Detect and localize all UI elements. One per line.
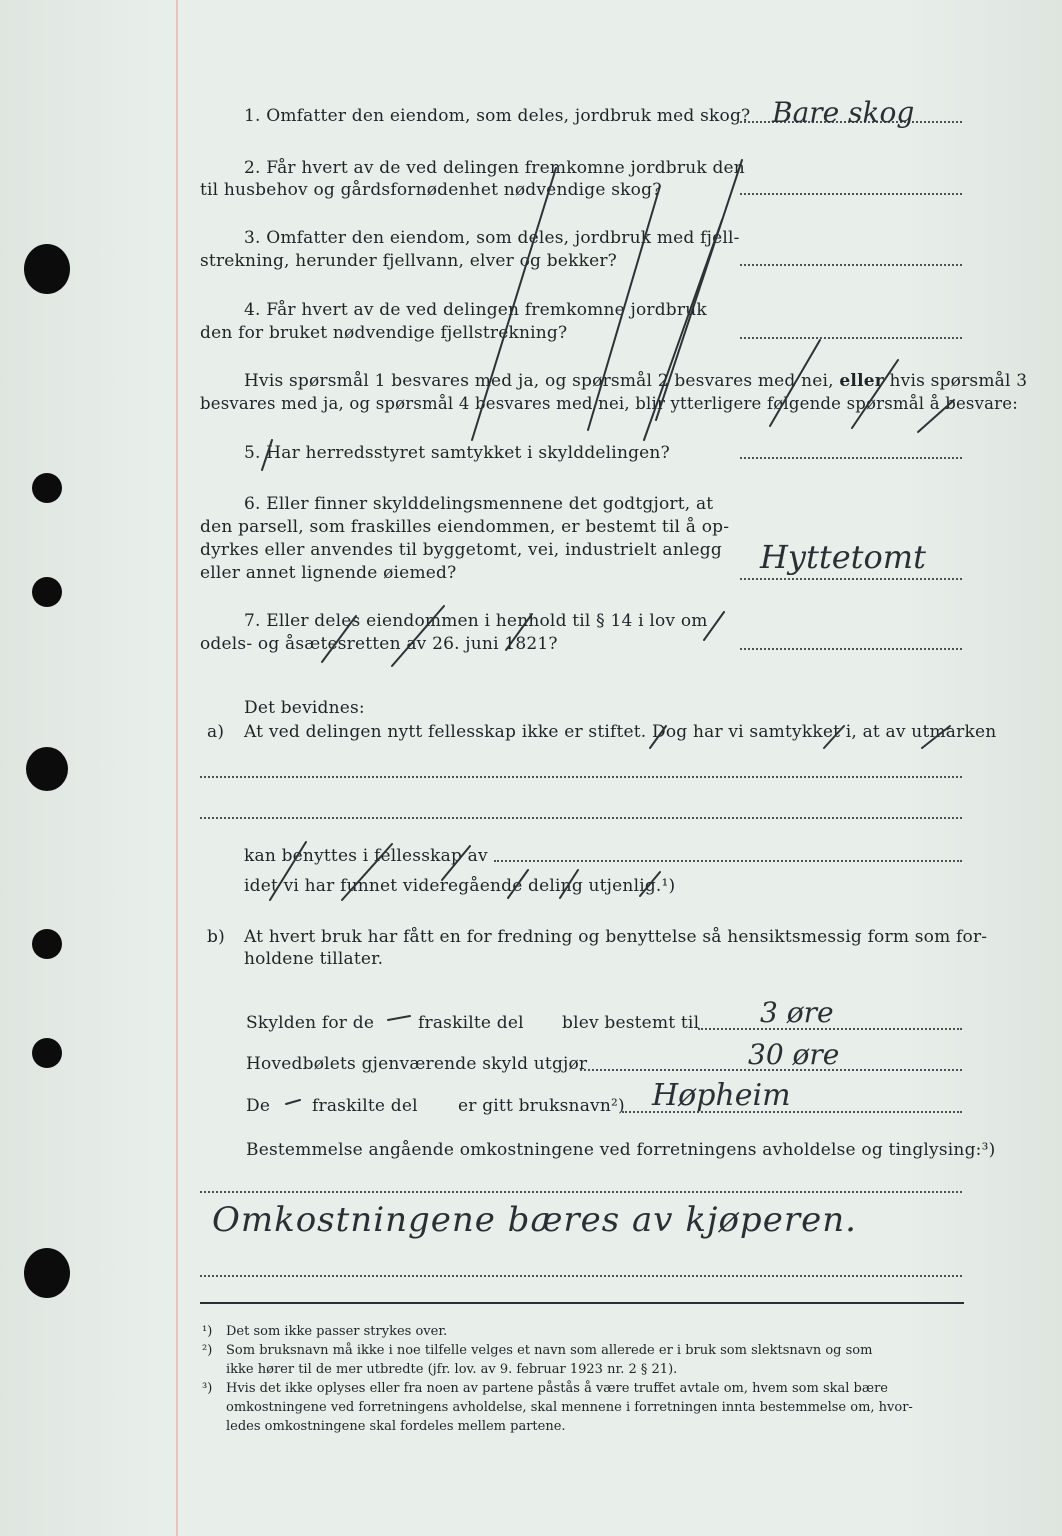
question-1: 1. Omfatter den eiendom, som deles, jordbruk med skog? — [244, 106, 751, 126]
certification-heading: Det bevidnes: — [244, 698, 365, 718]
navn-label-b: fraskilte del — [312, 1096, 418, 1116]
footnote-1-mark: ¹) — [202, 1324, 213, 1339]
item-a-line-3: idet vi har funnet videregående deling utjenlig.¹) — [244, 876, 676, 896]
footnote-3-line-2: omkostningene ved forretningens avholdelse, skal mennene i forretningen innta bestemmelse om, hvor- — [226, 1400, 913, 1415]
navn-label-a: De — [246, 1096, 271, 1116]
question-4-line-1: 4. Får hvert av de ved delingen fremkomne jordbruk — [244, 300, 707, 320]
strike-stroke — [922, 726, 950, 748]
strike-stroke — [588, 186, 660, 430]
instruction-line-2: besvares med ja, og spørsmål 4 besvares med nei, blir ytterligere følgende spørsmål å besvare: — [200, 394, 1018, 413]
strike-stroke — [388, 1016, 410, 1020]
strike-stroke — [472, 168, 556, 440]
question-6-line-3: dyrkes eller anvendes til byggetomt, vei, industrielt anlegg — [200, 540, 722, 560]
question-2-line-2: til husbehov og gårdsfornødenhet nødvendige skog? — [200, 180, 662, 200]
strike-stroke — [262, 440, 272, 470]
question-6-line-1: 6. Eller finner skylddelingsmennene det godtgjort, at — [244, 494, 714, 514]
question-3-line-1: 3. Omfatter den eiendom, som deles, jordbruk med fjell- — [244, 228, 740, 248]
skyld-value-handwriting: 3 øre — [760, 996, 834, 1029]
question-4-line-2: den for bruket nødvendige fjellstrekning? — [200, 323, 568, 343]
footnote-2-mark: ²) — [202, 1343, 213, 1358]
strike-stroke — [270, 842, 306, 900]
item-a-text: At ved delingen nytt fellesskap ikke er stiftet. Dog har vi samtykket i, at av utmarken — [244, 722, 997, 742]
instruction-bold: eller — [839, 371, 884, 391]
footnote-3-mark: ³) — [202, 1381, 213, 1396]
footnote-2-line-1: Som bruksnavn må ikke i noe tilfelle velges et navn som allerede er i bruk som slektsnavn og som — [226, 1343, 873, 1358]
answer-1-handwriting: Bare skog — [772, 96, 915, 129]
item-a-line-2: kan benyttes i fellesskap av — [244, 846, 488, 866]
item-a-label: a) — [207, 722, 225, 742]
footnote-3-line-1: Hvis det ikke oplyses eller fra noen av partene påstås å være truffet avtale om, hvem som skal bære — [226, 1381, 888, 1396]
strike-stroke — [704, 612, 724, 640]
footnote-3-line-3: ledes omkostningene skal fordeles mellem partene. — [226, 1419, 566, 1434]
hoved-value-handwriting: 30 øre — [748, 1038, 840, 1071]
question-2-line-1: 2. Får hvert av de ved delingen fremkomne jordbruk den — [244, 158, 745, 178]
item-b-line-1: At hvert bruk har fått en for fredning og benyttelse så hensiktsmessig form som for- — [244, 927, 988, 947]
instruction-text-b: hvis spørsmål 3 — [889, 371, 1028, 391]
skyld-label-a: Skylden for de — [246, 1013, 375, 1033]
skyld-label-c: blev bestemt til — [562, 1013, 700, 1033]
kost-value-handwriting: Omkostningene bæres av kjøperen. — [212, 1200, 857, 1240]
strike-stroke — [650, 726, 666, 748]
strike-stroke — [342, 844, 392, 900]
question-6-line-4: eller annet lignende øiemed? — [200, 563, 457, 583]
strike-stroke — [656, 160, 742, 420]
navn-label-c: er gitt bruksnavn²) — [458, 1096, 625, 1116]
answer-6-handwriting: Hyttetomt — [760, 538, 926, 576]
question-5: 5. Har herredsstyret samtykket i skylddelingen? — [244, 443, 670, 463]
footnote-1-line-1: Det som ikke passer strykes over. — [226, 1324, 448, 1339]
question-7-line-2: odels- og åsætesretten av 26. juni 1821? — [200, 634, 558, 654]
question-7-line-1: 7. Eller deles eiendommen i henhold til § 14 i lov om — [244, 611, 708, 631]
strike-stroke — [918, 400, 954, 432]
instruction-text-a: Hvis spørsmål 1 besvares med ja, og spørsmål 2 besvares med nei, — [244, 371, 834, 391]
strike-stroke — [824, 726, 844, 748]
strike-stroke — [640, 872, 660, 896]
strike-stroke — [506, 614, 532, 650]
strike-stroke — [770, 340, 820, 426]
question-6-line-2: den parsell, som fraskilles eiendommen, er bestemt til å op- — [200, 517, 730, 537]
item-b-label: b) — [207, 927, 225, 947]
strike-stroke — [322, 616, 356, 662]
strike-stroke — [442, 846, 470, 880]
strike-stroke — [644, 220, 722, 440]
item-b-line-2: holdene tillater. — [244, 949, 384, 969]
kost-label: Bestemmelse angående omkostningene ved forretningens avholdelse og tinglysing:³) — [246, 1140, 996, 1160]
strike-stroke — [560, 870, 578, 898]
skyld-label-b: fraskilte del — [418, 1013, 524, 1033]
strike-stroke — [392, 606, 444, 666]
navn-value-handwriting: Høpheim — [652, 1078, 791, 1113]
footnote-2-line-2: ikke hører til de mer utbredte (jfr. lov. av 9. februar 1923 nr. 2 § 21). — [226, 1362, 678, 1377]
strike-stroke — [508, 870, 528, 898]
strike-stroke — [286, 1100, 300, 1104]
strike-stroke — [852, 360, 898, 428]
question-3-line-2: strekning, herunder fjellvann, elver og bekker? — [200, 251, 617, 271]
hoved-label: Hovedbølets gjenværende skyld utgjør — [246, 1054, 588, 1074]
